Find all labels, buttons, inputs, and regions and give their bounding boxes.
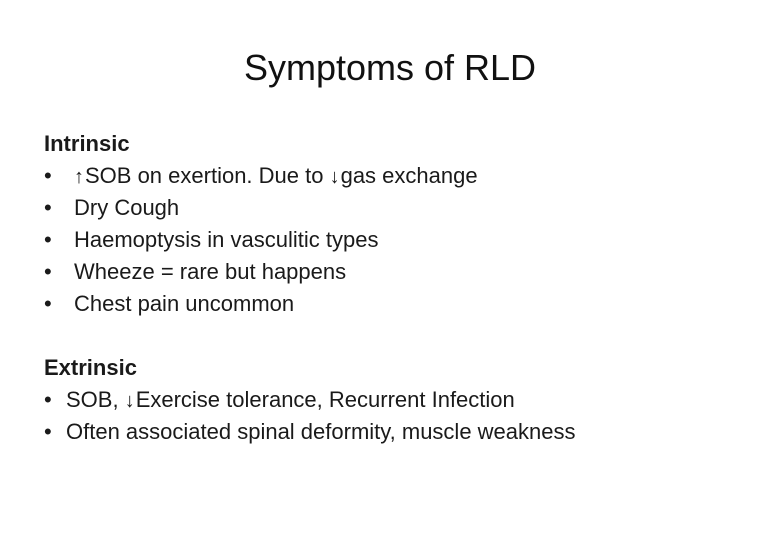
extrinsic-heading: Extrinsic: [44, 355, 137, 380]
bullet-icon: [44, 224, 74, 256]
bullet-text: [66, 384, 515, 417]
list-item: [44, 192, 744, 224]
bullet-text: Often associated spinal deformity, muscle weakness: [66, 419, 576, 444]
bullet-text: [74, 160, 478, 193]
section-spacer: [44, 320, 744, 352]
list-item: [44, 288, 744, 320]
intrinsic-bullet-list: [44, 160, 744, 320]
bullet-text: Dry Cough: [74, 195, 180, 220]
list-item: [44, 416, 744, 448]
slide-body: [44, 128, 744, 448]
bullet-icon: [44, 160, 74, 192]
intrinsic-heading: Intrinsic: [44, 131, 130, 156]
bullet-icon: [44, 192, 74, 224]
list-item: [44, 256, 744, 288]
bullet-icon: [44, 384, 66, 416]
bullet-text-part: SOB,: [66, 387, 125, 412]
bullet-text: Wheeze = rare but happens: [74, 259, 347, 284]
down-arrow-icon: ↓: [329, 166, 340, 188]
list-item: [44, 160, 744, 192]
bullet-icon: [44, 416, 66, 448]
bullet-icon: [44, 288, 74, 320]
list-item: [44, 224, 744, 256]
up-arrow-icon: ↑: [74, 166, 84, 188]
down-arrow-icon: ↓: [124, 390, 135, 412]
bullet-text: Chest pain uncommon: [74, 291, 295, 316]
bullet-text-part: Exercise tolerance, Recurrent Infection: [135, 387, 515, 412]
slide-title: Symptoms of RLD: [243, 47, 537, 88]
list-item: [44, 384, 744, 416]
bullet-text-part: SOB on exertion. Due to: [85, 163, 330, 188]
bullet-icon: [44, 256, 74, 288]
bullet-text: Haemoptysis in vasculitic types: [74, 227, 379, 252]
extrinsic-bullet-list: [44, 384, 744, 448]
bullet-text-part: gas exchange: [340, 163, 478, 188]
